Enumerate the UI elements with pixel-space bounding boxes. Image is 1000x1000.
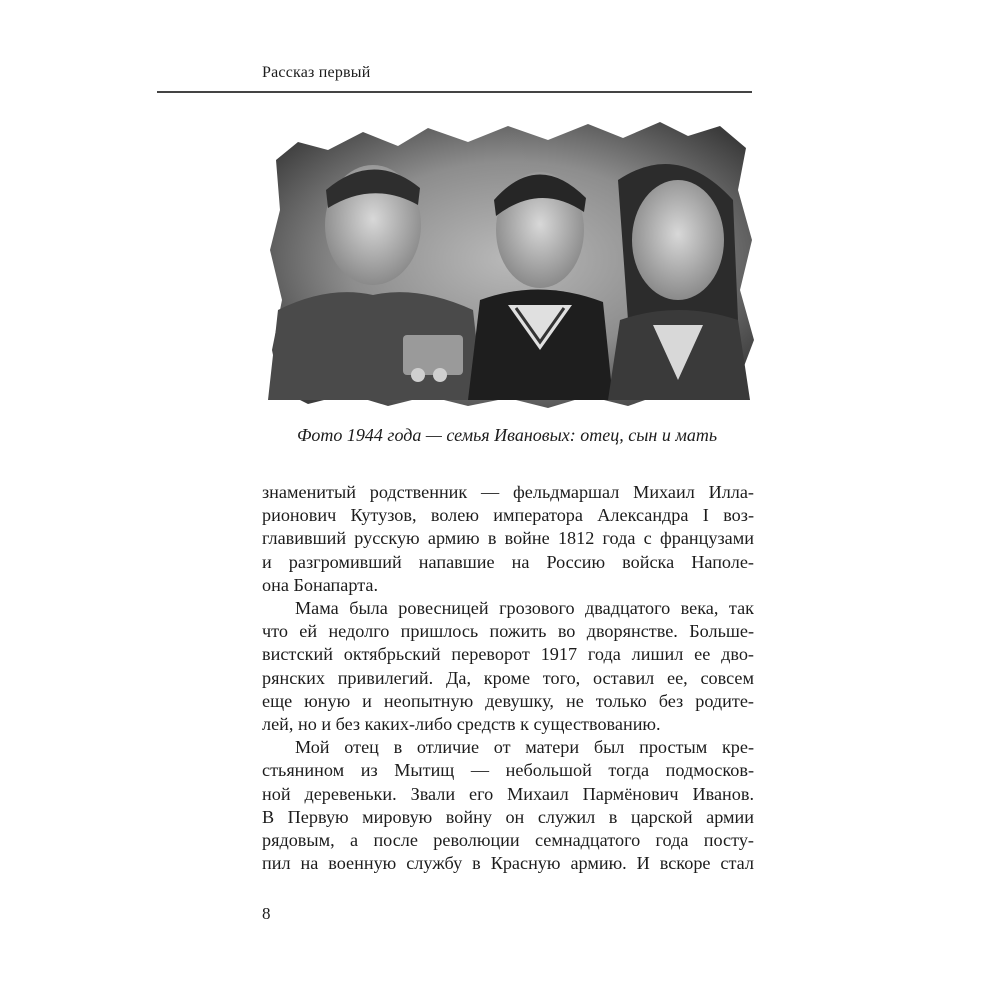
- text-line: лей, но и без каких-либо средств к существованию.: [262, 714, 661, 735]
- paragraph: [262, 597, 754, 736]
- text-line: рянских привилегий. Да, кроме того, оставил ее, совсем: [262, 667, 754, 688]
- text-line: Мама была ровесницей грозового двадцатого века, так: [295, 598, 754, 619]
- text-line: Мой отец в отличие от матери был простым кре-: [295, 737, 754, 758]
- family-photo: [268, 120, 754, 410]
- text-line: знаменитый родственник — фельдмаршал Михаил Илла-: [262, 482, 754, 502]
- body-text: [262, 481, 754, 875]
- text-line: рядовым, а после революции семнадцатого года посту-: [262, 830, 754, 851]
- text-line: еще юную и неопытную девушку, не только без родите-: [262, 690, 754, 711]
- text-line: что ей недолго пришлось пожить во дворянстве. Больше-: [262, 621, 754, 642]
- text-line: рионович Кутузов, волею императора Александра I воз-: [262, 505, 754, 526]
- text-line: пил на военную службу в Красную армию. И вскоре стал: [262, 853, 754, 874]
- text-line: ной деревеньки. Звали его Михаил Пармёнович Иванов.: [262, 783, 754, 804]
- paragraph: [262, 736, 754, 875]
- text-line: стьянином из Мытищ — небольшой тогда подмосков-: [262, 760, 754, 781]
- text-line: и разгромивший напавшие на Россию войска Наполе-: [262, 551, 754, 572]
- running-head: Рассказ первый: [262, 64, 371, 81]
- page-number: 8: [262, 904, 271, 923]
- text-line: В Первую мировую войну он служил в царской армии: [262, 806, 754, 827]
- header-rule: [157, 91, 752, 93]
- photo-caption: Фото 1944 года — семья Ивановых: отец, сын и мать: [296, 425, 718, 445]
- paragraph: [262, 481, 754, 597]
- text-line: главивший русскую армию в войне 1812 года с французами: [262, 528, 754, 549]
- text-line: она Бонапарта.: [262, 574, 378, 595]
- text-line: вистский октябрьский переворот 1917 года лишил ее дво-: [262, 644, 754, 665]
